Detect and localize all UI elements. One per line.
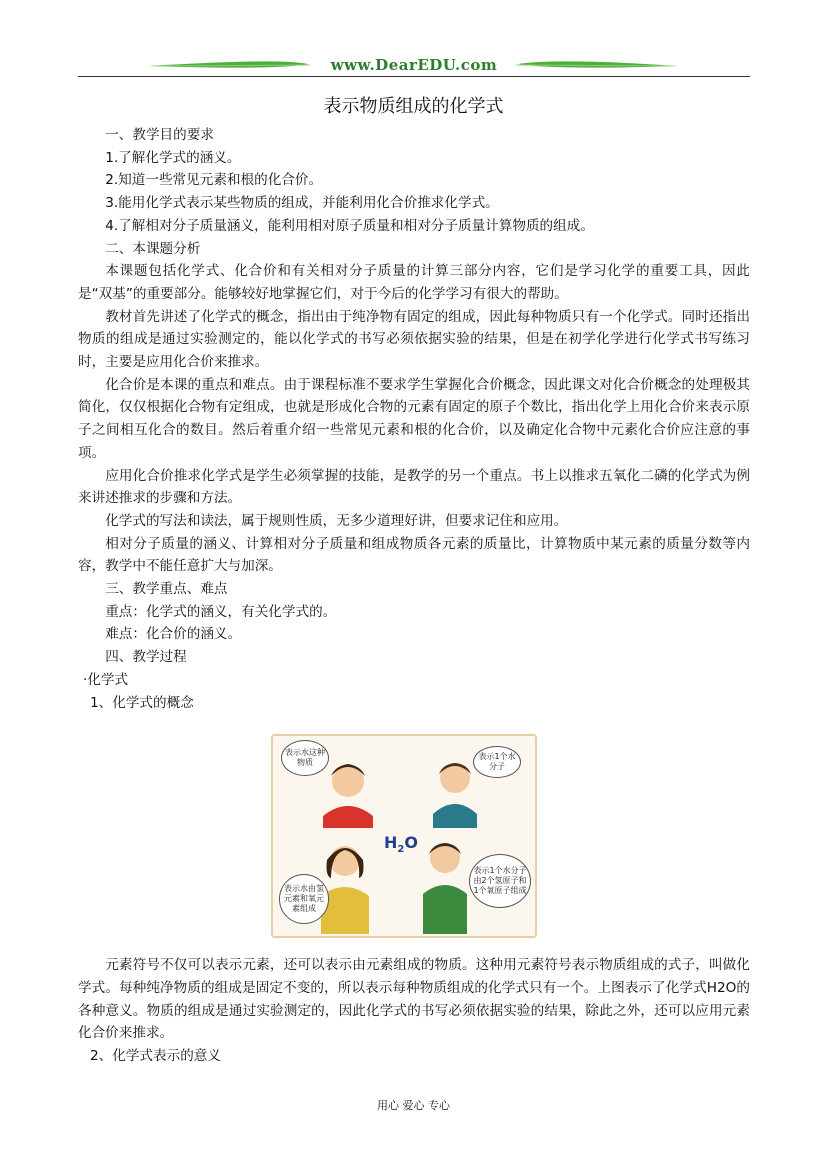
section-heading: 四、教学过程 <box>105 649 187 666</box>
analysis-paragraph: 化学式的写法和读法，属于规则性质，无多少道理好讲，但要求记住和应用。 <box>105 512 568 529</box>
document-body <box>78 124 750 1068</box>
site-brand-logo: www.DearEDU.com <box>330 56 498 74</box>
header-rule <box>78 76 750 77</box>
analysis-paragraph: 本课题包括化学式、化合价和有关相对分子质量的计算三部分内容，它们是学习化学的重要工具，因此是“双基”的重要部分。能够较好地掌握它们，对于今后的化学学习有很大的帮助。 <box>78 263 750 302</box>
objective-item: 3.能用化学式表示某些物质的组成，并能利用化合价推求化学式。 <box>105 195 499 212</box>
subsection-heading: ·化学式 <box>83 671 129 688</box>
formula-paragraph: 元素符号不仅可以表示元素，还可以表示由元素组成的物质。这种用元素符号表示物质组成的式子，叫做化学式。每种纯净物质的组成是固定不变的，所以表示每种物质组成的化学式只有一个。上图表示了化学式H2O的各种意义。物质的组成是通过实验测定的，因此化学式的书写必须依据实验的结果，除此之外，还可以应用元素化合价来推求。 <box>78 957 750 1042</box>
numbered-heading: 2、化学式表示的意义 <box>90 1048 221 1065</box>
objective-item: 4.了解相对分子质量涵义，能利用相对原子质量和相对分子质量计算物质的组成。 <box>105 217 594 234</box>
page-title: 表示物质组成的化学式 <box>323 96 504 117</box>
difficult-point: 难点：化合价的涵义。 <box>105 626 242 643</box>
section-heading: 二、本课题分析 <box>105 240 201 257</box>
analysis-paragraph: 相对分子质量的涵义、计算相对分子质量和组成物质各元素的质量比，计算物质中某元素的质量分数等内容，教学中不能任意扩大与加深。 <box>78 535 750 575</box>
key-point: 重点：化学式的涵义，有关化学式的。 <box>105 603 337 620</box>
speech-bubble-elements: 表示水由氢元素和氧元素组成 <box>279 874 329 924</box>
page-footer: 用心 爱心 专心 <box>377 1099 450 1112</box>
section-heading: 三、教学重点、难点 <box>105 581 228 598</box>
analysis-paragraph: 教材首先讲述了化学式的概念，指出由于纯净物有固定的组成，因此每种物质只有一个化学式。同时还指出物质的组成是通过实验测定的，能以化学式的书写必须依据实验的结果，但是在初学化学进行化学式书写练习时，主要是应用化合价来推求。 <box>78 308 750 371</box>
speech-bubble-molecule: 表示1个水分子 <box>473 746 521 778</box>
h2o-formula: $H_2O$ <box>384 833 418 856</box>
section-heading: 一、教学目的要求 <box>105 127 214 143</box>
h2o-illustration <box>271 734 537 938</box>
analysis-paragraph: 应用化合价推求化学式是学生必须掌握的技能，是教学的另一个重点。书上以推求五氧化二磷的化学式为例来讲述推求的步骤和方法。 <box>78 467 750 507</box>
speech-bubble-atoms: 表示1个水分子由2个氢原子和1个氧原子组成 <box>469 854 531 908</box>
objective-item: 2.知道一些常见元素和根的化合价。 <box>105 172 323 189</box>
speech-bubble-substance: 表示水这种物质 <box>281 740 329 776</box>
numbered-heading: 1、化学式的概念 <box>90 694 194 711</box>
analysis-paragraph: 化合价是本课的重点和难点。由于课程标准不要求学生掌握化合价概念，因此课文对化合价概念的处理极其简化，仅仅根据化合物有定组成，也就是形成化合物的元素有固定的原子个数比，指出化学上用化合价来表示原子之间相互化合的数目。然后着重介绍一些常见元素和根的化合价，以及确定化合物中元素化合价应注意的事项。 <box>78 376 750 461</box>
objective-item: 1.了解化学式的涵义。 <box>105 149 241 166</box>
